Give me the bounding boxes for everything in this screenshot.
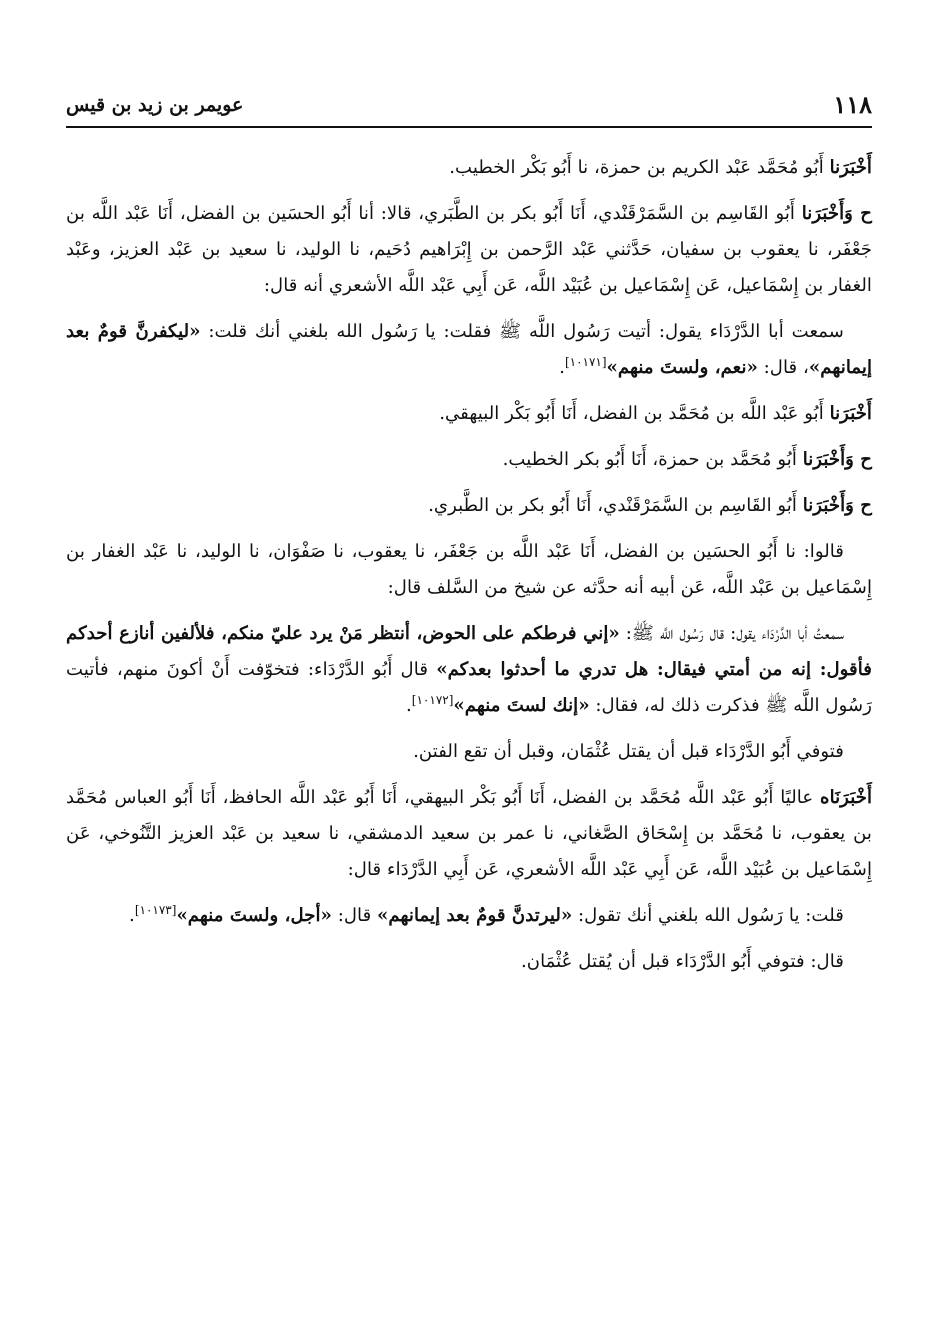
keyword: أَخْبَرَنَاه xyxy=(820,787,872,808)
keyword: وَأَخْبَرَنا xyxy=(802,495,854,516)
hadith-quote: «نعم، ولستَ منهم» xyxy=(606,357,758,378)
hadith-quote: «ليرتدنَّ قومٌ بعد إيمانهم» xyxy=(377,905,573,926)
isnad-paragraph xyxy=(66,396,872,432)
ha-marker: ح xyxy=(853,495,872,516)
paragraph-text: أَبُو مُحَمَّد عَبْد الكريم بن حمزة، نا أَبُو بَكْر الخطيب. xyxy=(449,157,830,178)
paragraph-end: . xyxy=(559,357,565,378)
matn-paragraph xyxy=(66,898,872,934)
header-divider xyxy=(66,126,872,128)
paragraph-text: عاليًا أَبُو عَبْد اللَّه مُحَمَّد بن الفضل، أَنَا أَبُو بَكْر البيهقي، أَنَا أَبُو عَبْد اللَّه الحافظ، أَنَا أَبُو العباس مُحَمَّد بن يعقوب، نا مُحَمَّد بن إِسْحَاق الصَّغاني، نا عمر بن سعيد الدمشقي، نا سعيد بن عَبْد العزيز التَّنُوخي، عَن إِسْمَاعيل بن عُبَيْد اللَّه، عَن أَبِي عَبْد اللَّه الأشعري، عَن أَبِي الدَّرْدَاء قال: xyxy=(66,787,872,880)
isnad-paragraph xyxy=(66,150,872,186)
paragraph-text: أَبُو مُحَمَّد بن حمزة، أَنَا أَبُو بكر الخطيب. xyxy=(502,449,803,470)
hadith-quote: «إنك لستَ منهم» xyxy=(453,695,590,716)
paragraph-end: . xyxy=(129,905,135,926)
paragraph-text: قال: فتوفي أَبُو الدَّرْدَاء قبل أن يُقتل عُثْمَان. xyxy=(520,951,844,972)
paragraph-text: سمعتُ أبا الدَّرْدَاء يقول: قال رَسُول اللَّه ﷺ: xyxy=(619,623,844,644)
running-title: عويمر بن زيد بن قيس xyxy=(66,94,244,116)
page-header xyxy=(66,86,872,120)
paragraph-text: قلت: يا رَسُول الله بلغني أنك تقول: xyxy=(572,905,844,926)
paragraph-text: أَبُو القَاسِم بن السَّمَرْقَنْدي، أَنَا أَبُو بكر بن الطَّبَري، قالا: أنا أَبُو الحسَين بن الفضل، أَنَا عَبْد اللَّه بن جَعْفَر، نا يعقوب بن سفيان، حَدَّثني عَبْد الرَّحمن بن إِبْرَاهيم دُحَيم، نا الوليد، نا سعيد بن عَبْد العزيز، وعَبْد الغفار بن إِسْمَاعيل، عَن إِسْمَاعيل بن عُبَيْد اللَّه، عَن أَبِي عَبْد اللَّه الأشعري أنه قال: xyxy=(66,203,872,296)
page-body xyxy=(66,150,872,1304)
paragraph-text: قال أَبُو الدَّرْدَاء: فتخوّفت أَنْ أكونَ منهم، فأتيت رَسُول اللَّه ﷺ فذكرت ذلك له، فقال: xyxy=(66,659,872,716)
narrative-paragraph xyxy=(66,944,872,980)
paragraph-text: قالوا: نا أَبُو الحسَين بن الفضل، أَنَا عَبْد اللَّه بن جَعْفَر، نا يعقوب، نا صَفْوَان، نا الوليد، نا عَبْد الغفار بن إِسْمَاعيل بن عَبْد اللَّه، عَن أبيه أنه حدَّثه عن شيخ من السَّلف قال: xyxy=(66,541,872,598)
paragraph-text: سمعت أبا الدَّرْدَاء يقول: أتيت رَسُول اللَّه ﷺ فقلت: يا رَسُول الله بلغني أنك قلت: xyxy=(200,321,844,342)
matn-paragraph xyxy=(66,314,872,386)
paragraph-text: أَبُو القَاسِم بن السَّمَرْقَنْدي، أَنَا أَبُو بكر بن الطَّبري. xyxy=(428,495,803,516)
isnad-paragraph xyxy=(66,780,872,888)
isnad-paragraph xyxy=(66,488,872,524)
isnad-paragraph xyxy=(66,196,872,304)
keyword: وَأَخْبَرَنا xyxy=(801,203,853,224)
reference-number: [١٠١٧١] xyxy=(564,354,607,369)
keyword: أَخْبَرَنا xyxy=(829,157,872,178)
matn-paragraph xyxy=(66,616,872,724)
paragraph-text: ، قال: xyxy=(757,357,809,378)
paragraph-text: قال: xyxy=(331,905,378,926)
reference-number: [١٠١٧٢] xyxy=(411,692,454,707)
ha-marker: ح xyxy=(852,203,872,224)
reference-number: [١٠١٧٣] xyxy=(134,902,177,917)
hadith-quote: «إني فرطكم على الحوض، أنتظر مَنْ يرد عليّ منكم، فلألفين أنازع أحدكم فأقول: إنه من أمتي فيقال: هل تدري ما أحدثوا بعدكم» xyxy=(66,623,872,680)
keyword: أَخْبَرَنا xyxy=(829,403,872,424)
hadith-quote: «أجل، ولستَ منهم» xyxy=(176,905,332,926)
paragraph-end: . xyxy=(406,695,412,716)
hadith-quote: «ليكفرنَّ قومٌ بعد إيمانهم» xyxy=(66,321,872,378)
isnad-paragraph xyxy=(66,442,872,478)
isnad-paragraph xyxy=(66,534,872,606)
paragraph-text: فتوفي أَبُو الدَّرْدَاء قبل أن يقتل عُثْمَان، وقبل أن تقع الفتن. xyxy=(413,741,844,762)
narrative-paragraph xyxy=(66,734,872,770)
paragraph-text: أَبُو عَبْد اللَّه بن مُحَمَّد بن الفضل، أَنَا أَبُو بَكْر البيهقي. xyxy=(439,403,830,424)
keyword: وَأَخْبَرَنا xyxy=(802,449,854,470)
ha-marker: ح xyxy=(853,449,872,470)
page-number: ١١٨ xyxy=(833,90,872,119)
